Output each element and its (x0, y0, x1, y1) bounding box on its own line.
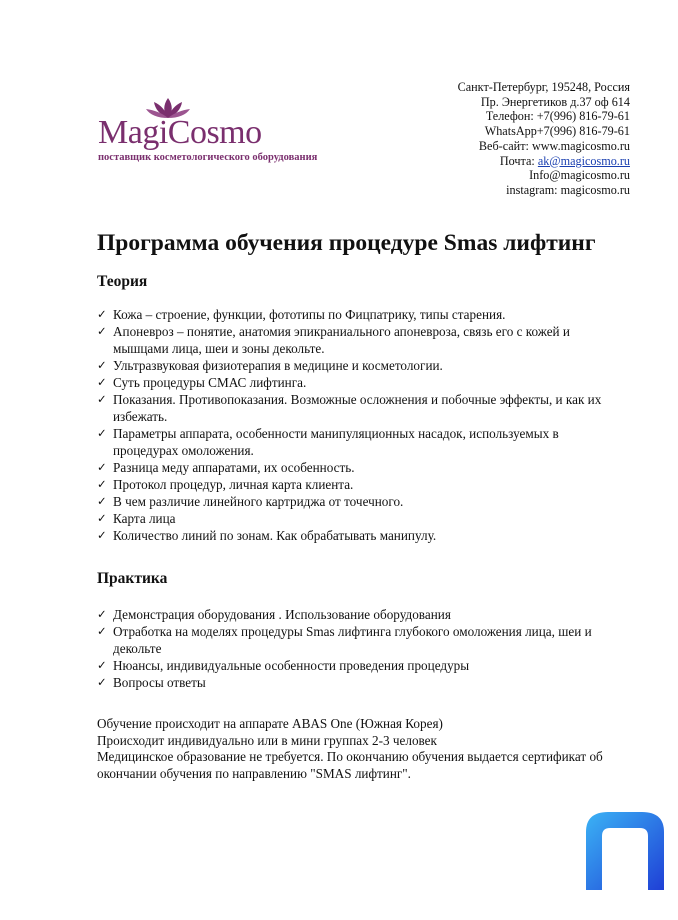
list-item: ✓ Ультразвуковая физиотерапия в медицине и косметологии. (97, 358, 443, 373)
list-item: ✓ Нюансы, индивидуальные особенности проведения процедуры (97, 658, 470, 673)
email-link[interactable]: ak@magicosmo.ru (537, 153, 630, 168)
theory-heading: Теория (97, 273, 148, 290)
email-line (458, 154, 630, 169)
list-item: ✓ Суть процедуры СМАС лифтинга. (97, 375, 307, 390)
check-icon: ✓ (97, 528, 107, 542)
footer-line-device: Обучение происходит на аппарате ABAS One (Южная Корея) (97, 716, 443, 731)
footer-notes (97, 716, 632, 782)
list-item: ✓ Разница меду аппаратами, их особенность. (97, 460, 355, 475)
list-item: ✓ Апоневроз – понятие, анатомия эпикраниального апоневроза, связь его с кожей и мышцами лица, шеи и зоны декольте. (97, 324, 570, 356)
list-item: ✓ Карта лица (97, 511, 176, 526)
list-item: ✓ Отработка на моделях процедуры Smas лифтинга глубокого омоложения лица, шеи и декольте (97, 624, 592, 656)
phone-line: Телефон: +7(996) 816-79-61 (485, 109, 630, 124)
document-title: Программа обучения процедуре Smas лифтинг (97, 230, 596, 256)
logo-wordmark: MagiCosmo (98, 114, 262, 151)
info-email-line: Info@magicosmo.ru (529, 168, 630, 183)
list-item: ✓ Демонстрация оборудования . Использование оборудования (97, 607, 451, 622)
check-icon: ✓ (97, 658, 107, 672)
list-item: ✓ В чем различие линейного картриджа от точечного. (97, 494, 404, 509)
check-icon: ✓ (97, 607, 107, 621)
check-icon: ✓ (97, 624, 107, 638)
check-icon: ✓ (97, 358, 107, 372)
check-icon: ✓ (97, 307, 107, 321)
list-item: ✓ Протокол процедур, личная карта клиента. (97, 477, 354, 492)
list-item: ✓ Вопросы ответы (97, 675, 206, 690)
instagram-line: instagram: magicosmo.ru (506, 182, 630, 197)
check-icon: ✓ (97, 375, 107, 389)
theory-list (97, 306, 627, 544)
practice-heading: Практика (97, 570, 168, 587)
email-label: Почта: (499, 153, 538, 168)
check-icon: ✓ (97, 494, 107, 508)
list-item: ✓ Кожа – строение, функции, фототипы по Фицпатрику, типы старения. (97, 307, 506, 322)
logo-tagline: поставщик косметологического оборудования (98, 152, 318, 163)
address-street: Пр. Энергетиков д.37 оф 614 (480, 94, 630, 109)
list-item: ✓ Параметры аппарата, особенности манипуляционных насадок, используемых в процедурах омоложения. (97, 426, 559, 458)
check-icon: ✓ (97, 460, 107, 474)
check-icon: ✓ (97, 511, 107, 525)
address-city: Санкт-Петербург, 195248, Россия (457, 80, 630, 94)
whatsapp-line: WhatsApp+7(996) 816-79-61 (484, 124, 630, 139)
list-item: ✓ Показания. Противопоказания. Возможные осложнения и побочные эффекты, и как их избежать. (97, 392, 602, 424)
contact-block (458, 80, 630, 198)
list-item: ✓ Количество линий по зонам. Как обрабатывать манипулу. (97, 528, 437, 543)
website-line: Веб-сайт: www.magicosmo.ru (478, 138, 630, 153)
practice-list (97, 606, 627, 691)
check-icon: ✓ (97, 426, 107, 440)
brand-logo (96, 96, 376, 166)
arch-badge-icon (578, 808, 672, 890)
footer-line-certificate: Медицинское образование не требуется. По окончанию обучения выдается сертификат об окончании обучения по направлению "SMAS лифтинг". (97, 749, 603, 781)
check-icon: ✓ (97, 675, 107, 689)
footer-line-format: Происходит индивидуально или в мини группах 2-3 человек (97, 732, 437, 748)
check-icon: ✓ (97, 324, 107, 338)
check-icon: ✓ (97, 477, 107, 491)
check-icon: ✓ (97, 392, 107, 406)
